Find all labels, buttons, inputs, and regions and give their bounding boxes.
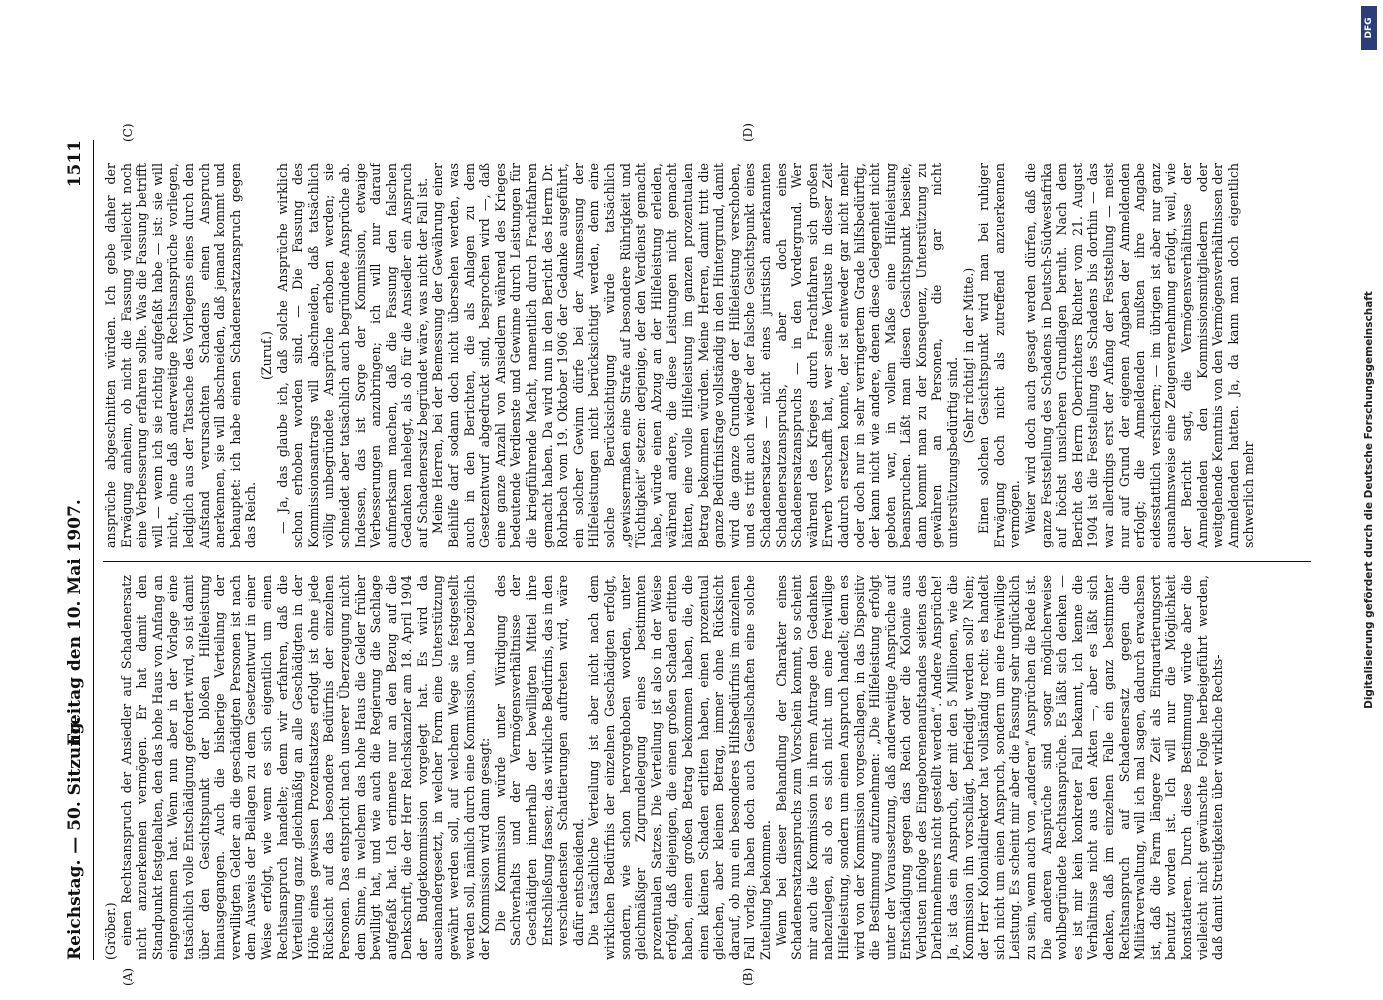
column-divider [103,561,1311,562]
margin-letter-d: (D) [741,123,755,142]
left-column [103,575,1311,960]
page-header [59,140,94,960]
header-date: Freitag den 10. Mai 1907. [65,499,85,746]
paragraph: Die tatsächliche Verteilung ist aber nicht nach dem wirklichen Bedürfnis der einzelnen Geschädigten erfolgt, sondern, wie schon hervorgehoben worden, unter gleichmäßiger Zugrundelegung eines bestimmten prozentualen Satzes. Die Verteilung ist also in der Weise erfolgt, daß diejenigen, die einen großen Schaden erlitten haben, einen großen Betrag bekommen haben, die, die einen kleinen Schaden erlitten haben, einen prozentual gleichen, aber kleinen Betrag, immer ohne Rücksicht darauf, ob nun ein besonderes Hilfsbedürfnis im einzelnen Fall vorlag; haben doch auch Gesellschaften eine solche Zuteilung bekommen. [586,575,773,960]
header-date-page [65,140,85,746]
speaker-label: (Gröber.) [103,902,118,960]
digitization-credit [1361,20,1377,980]
margin-letter-b: (B) [741,967,755,986]
paragraph: ansprüche abgeschnitten würden. Ich gebe daher der Erwägung anheim, ob nicht die Fassung vielleicht noch eine Verbesserung erfahren sollte. Was die Fassung betrifft will — wenn ich sie richtig aufgefaßt habe — ist: sie will nicht, ohne daß anderweitige Rechtsansprüche vorliegen, lediglich aus der Tatsache des Vorliegens eines durch den Aufstand verursachten Schadens einen Anspruch anerkennen, sie will abschneiden, daß jemand kommt und behauptet: ich habe einen Schadenersatzanspruch gegen das Reich. [103,163,259,548]
dfg-logo-icon: DFG [1361,6,1377,50]
paragraph: Einen solchen Gesichtspunkt wird man bei ruhiger Erwägung doch nicht als zutreffend anzuerkennen vermögen. [976,163,1023,548]
interjection: (Sehr richtig! in der Mitte.) [960,267,976,444]
quoted-paragraph: Die Kommission würde unter Würdigung des Sachverhalts und der Vermögensverhältnisse der Geschädigten innerhalb der bewilligten Mittel ihre Entschließung fassen; das wirkliche Bedürfnis, das in den verschiedensten Schattierungen auftreten wird, wäre dafür entscheidend. [492,575,586,946]
interjection: (Zuruf.) [258,330,274,381]
page-number: 1511 [65,140,85,188]
paragraph: einen Rechtsanspruch der Ansiedler auf Schadenersatz nicht anzuerkennen vermögen. Er hat damit den Standpunkt festgehalten, den das hohe Haus von Anfang an eingenommen hat. Wenn nun aber in der Vorlage eine tatsächlich volle Entschädigung gefordert wird, so ist damit über den Gesichtspunkt der bloßen Hilfeleistung hinausgegangen. Auch die bisherige Verteilung der verwilligten Gelder an die geschädigten Personen ist nach dem Ausweis der Beilagen zu dem Gesetzentwurf in einer Weise erfolgt, wie wenn es sich eigentlich um einen Rechtsanspruch handelte; denn wir erfahren, daß die Verteilung ganz gleichmäßig an alle Geschädigten in der Höhe eines gewissen Prozentsatzes erfolgt ist ohne jede Rücksicht auf das besondere Bedürfnis der einzelnen Personen. Das entspricht nach unserer Überzeugung nicht dem Sinne, in welchem das hohe Haus die Gelder früher bewilligt hat, und wie auch die Regierung die Sachlage aufgefaßt hat. Ich erinnere nur an den Bezug auf die Denkschrift, die der Herr Reichskanzler am 18. April 1904 der Budgetkommission vorgelegt hat. Es wird da auseinandergesetzt, in welcher Form eine Unterstützung gewährt werden soll, auf welchem Wege sie festgestellt werden soll, nämlich durch eine Kommission, und bezüglich der Kommission wird dann gesagt: [118,575,493,960]
header-session: Reichstag. — 50. Sitzung. [65,716,85,960]
reichstag-page [41,100,1331,1000]
paragraph: Weiter wird doch auch gesagt werden dürfen, daß die ganze Feststellung des Schadens in Deutsch-Südwestafrika auf höchst unsicheren Grundlagen beruht. Nach dem Bericht des Herrn Oberrichters Richter vom 21. August 1904 ist die Feststellung des Schadens bis dorthin — das war allerdings erst der Anfang der Feststellung — meist nur auf Grund der eigenen Angaben der Anmeldenden erfolgt; die Anmeldenden mußten ihre Angabe eidesstattlich versichern; — im übrigen ist aber nur ganz ausnahmsweise eine Zeugenvernehmung erfolgt, weil, wie der Bericht sagt, die Vermögensverhältnisse der Anmeldenden den Kommissionsmitgliedern oder weitgehende Kenntnis von den Vermögensverhältnissen der Anmeldenden hatten. Ja, da kann man doch eigentlich schwerlich mehr [1023,163,1257,548]
paragraph: — Ja, das glaube ich, daß solche Ansprüche wirklich schon erhoben worden sind. — Die Fassung des Kommissionsantrags will abschneiden, daß tatsächlich völlig unbegründete Ansprüche erhoben werden; sie schneidet aber tatsächlich auch begründete Ansprüche ab. Indessen, das ist Sorge der Kommission, etwaige Verbesserungen anzubringen; ich will nur darauf aufmerksam machen, daß die Fassung den falschen Gedanken nahelegt, als ob für die Ansiedler ein Anspruch auf Schadenersatz begründet wäre, was nicht der Fall ist. [274,163,430,548]
paragraph: Meine Herren, bei der Bemessung der Gewährung einer Beihilfe darf sodann doch nicht übersehen werden, was auch in den Berichten, die als Anlagen zu dem Gesetzentwurf abgedruckt sind, besprochen wird —, daß eine ganze Anzahl von Ansiedlern während des Krieges bedeutende Verdienste und Gewinne durch Leistungen für die kriegführende Macht, namentlich durch Frachtfahren gemacht haben. Da wird nun in den Bericht des Herrn Dr. Rohrbach vom 19. Oktober 1906 der Gedanke ausgeführt, ein solcher Gewinn dürfe bei der Ausmessung der Hilfeleistungen nicht berücksichtigt werden, denn eine solche Berücksichtigung würde tatsächlich „gewissermaßen eine Strafe auf besondere Rührigkeit und Tüchtigkeit“ setzen: derjenige, der den Verdienst gemacht habe, würde einen Abzug an der Hilfeleistung erleiden, während andere, die diese Leistungen nicht gemacht hätten, eine volle Hilfeleistung im ganzen prozentualen Betrag bekommen würden. Meine Herren, damit tritt die ganze Bedürfnisfrage vollständig in den Hintergrund, damit wird die ganze Grundlage der Hilfeleistung verschoben, und es tritt auch wieder der falsche Gesichtspunkt eines Schadenersatzes — nicht eines juristisch anerkannten Schadenersatzanspruchs, aber doch eines Schadenersatzanspruchs — in den Vordergrund. Wer während des Krieges durch Frachtfahren sich großen Erwerb verschafft hat, wer seine Verluste in dieser Zeit dadurch ersetzen konnte, der ist entweder gar nicht mehr oder doch nur in sehr verringertem Grade hilfsbedürftig, der kann nicht wie andere, denen diese Gelegenheit nicht geboten war, in vollem Maße eine Hilfeleistung beanspruchen. Läßt man diesen Gesichtspunkt beiseite, dann kommt man zu der Konsequenz, Unterstützung zu gewähren an Personen, die gar nicht unterstützungsbedürftig sind. [430,163,961,548]
paragraph: Wenn bei dieser Behandlung der Charakter eines Schadenersatzanspruchs zum Vorschein kommt, so scheint mir auch die Kommission in ihrem Antrage den Gedanken nahezulegen, als ob es sich nicht um eine freiwillige Hilfeleistung, sondern um einen Anspruch handelt; denn es wird von der Kommission vorgeschlagen, in das Dispositiv die Bestimmung aufzunehmen: „Die Hilfeleistung erfolgt unter der Voraussetzung, daß anderweitige Ansprüche auf Entschädigung gegen das Reich oder die Kolonie aus Verlusten infolge des Eingeborenenaufstandes seitens des Darlehnnehmers nicht gestellt werden“. Andere Ansprüche! Ja, ist das ein Anspruch, der mit den 5 Millionen, wie die Kommission ihn vorschlägt, befriedigt werden soll? Nein; der Herr Kolonialdirektor hat vollständig recht: es handelt sich nicht um einen Anspruch, sondern um eine freiwillige Leistung. Es scheint mir aber die Fassung sehr unglücklich zu sein, wenn auch von „anderen“ Ansprüchen die Rede ist. Die anderen Ansprüche sind sogar möglicherweise wohlbegründete Rechtsansprüche. Es läßt sich denken — es ist mir kein konkreter Fall bekannt, ich kenne die Verhältnisse nicht aus den Akten —, aber es läßt sich denken, daß im einzelnen Falle ein ganz bestimmter Rechtsanspruch auf Schadenersatz gegen die Militärverwaltung, will ich mal sagen, dadurch erwachsen ist, daß die Farm längere Zeit als Einquartierungsort benutzt worden ist. Ich will nur die Möglichkeit konstatieren. Durch diese Bestimmung würde aber die vielleicht nicht gewünschte Folge herbeigeführt werden, daß damit Streitigkeiten über wirkliche Rechts- [773,575,1226,960]
margin-letter-a: (A) [121,967,135,986]
right-column [103,163,1311,548]
margin-letter-c: (C) [121,123,135,142]
credit-text: Digitalisierung gefördert durch die Deutsche Forschungsgemeinschaft [1363,291,1375,709]
